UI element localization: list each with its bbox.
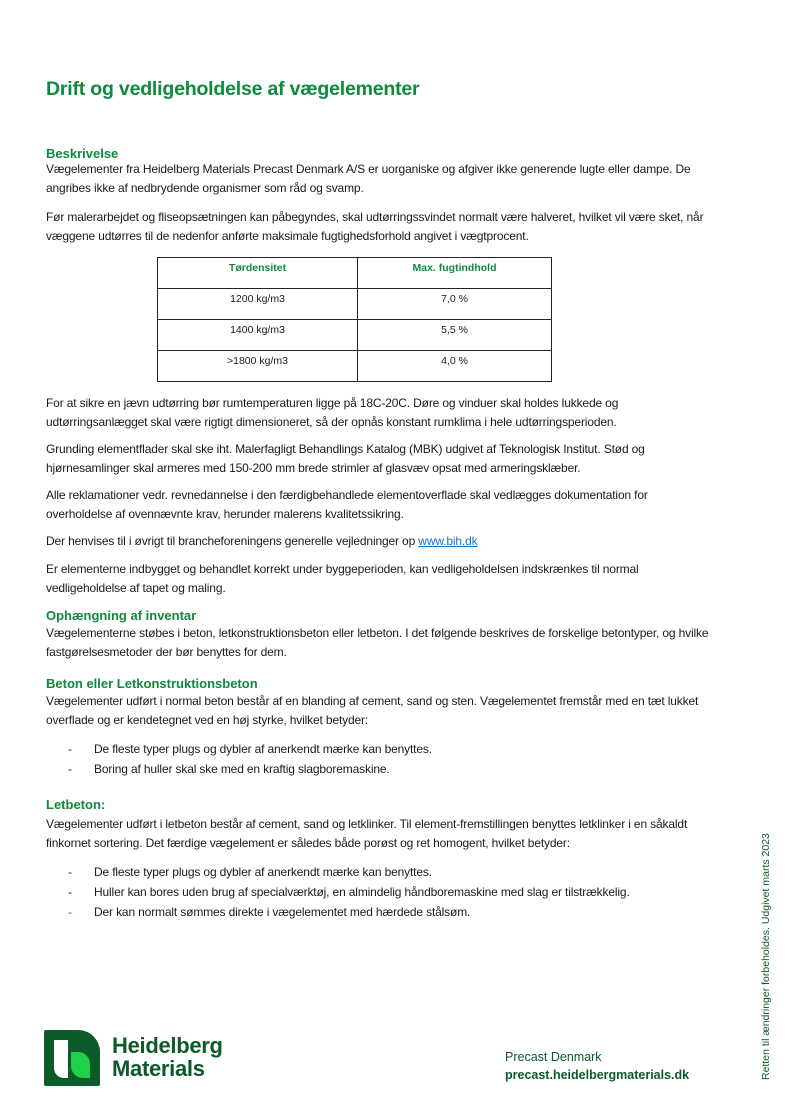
paragraph-reference	[46, 532, 716, 551]
paragraph-temperature: For at sikre en jævn udtørring bør rumtemperaturen ligge på 18C-20C. Døre og vinduer skal holdes lukkede og udtørringsanlægget skal være rigtigt dimensioneret, så der opnås konstant rumklima i hele udtørringsperioden.	[46, 396, 619, 429]
paragraph-ophaengning: Vægelementerne støbes i beton, letkonstruktionsbeton eller letbeton. I det følgende beskrives de forskelige betontyper, og hvilke fastgørelsesmetoder der bør benyttes for dem.	[46, 626, 709, 659]
section-heading-letbeton: Letbeton:	[46, 797, 106, 812]
table-cell: >1800 kg/m3	[158, 351, 358, 382]
logo-mark-icon	[44, 1030, 100, 1086]
page-title: Drift og vedligeholdelse af vægelementer	[46, 78, 420, 100]
dash-bullet-icon: -	[68, 905, 72, 919]
logo-leaf-shape	[71, 1052, 90, 1078]
list-item: - De fleste typer plugs og dybler af anerkendt mærke kan benyttes.	[46, 739, 432, 759]
table-header-row	[158, 258, 552, 289]
paragraph-priming: Grunding elementflader skal ske iht. Malerfagligt Behandlings Katalog (MBK) udgivet af Teknologisk Institut. Stød og hjørnesamlinger skal armeres med 150-200 mm brede strimler af glasvæv opsat med armeringsklæber.	[46, 442, 645, 475]
company-name: Precast Denmark	[505, 1050, 602, 1064]
list-item: - De fleste typer plugs og dybler af anerkendt mærke kan benyttes.	[46, 862, 630, 882]
company-url[interactable]: precast.heidelbergmaterials.dk	[505, 1068, 690, 1082]
paragraph-drying: Før malerarbejdet og fliseopsætningen kan påbegyndes, skal udtørringssvindet normalt være halveret, hvilket vil være sket, når væggene udtørres til de nedenfor anførte maksimale fugtighedsforhold angivet i vægtprocent.	[46, 210, 704, 243]
list-item: - Huller kan bores uden brug af specialværktøj, en almindelig håndboremaskine med slag er tilstrækkelig.	[46, 882, 630, 902]
logo-wordmark: Heidelberg Materials	[112, 1033, 223, 1081]
list-item: - Boring af huller skal ske med en kraftig slagboremaskine.	[46, 759, 432, 779]
paragraph-letbeton: Vægelementer udført i letbeton består af cement, sand og letklinker. Til element-fremstillingen benyttes letklinker i en såkaldt finkornet sortering. Det færdige vægelement er således både porøst og ret homogent, hvilket betyder:	[46, 817, 688, 850]
paragraph-beton: Vægelementer udført i normal beton består af en blanding af cement, sand og sten. Vægelementet fremstår med en tæt lukket overflade og er kendetegnet ved en høj styrke, hvilket betyder:	[46, 694, 699, 727]
paragraph-claims: Alle reklamationer vedr. revnedannelse i den færdigbehandlede elementoverflade skal vedlægges dokumentation for overholdelse af ovennævnte krav, herunder malerens kvalitetssikring.	[46, 488, 648, 521]
table-row	[158, 289, 552, 320]
section-heading-beton: Beton eller Letkonstruktionsbeton	[46, 676, 258, 691]
moisture-table	[157, 257, 552, 382]
reference-text: Der henvises til i øvrigt til brancheforeningens generelle vejledninger op	[46, 534, 419, 548]
paragraph-maintenance: Er elementerne indbygget og behandlet korrekt under byggeperioden, kan vedligeholdelsen indskrænkes til normal vedligeholdelse af tapet og maling.	[46, 562, 639, 595]
logo-bar-shape	[54, 1040, 68, 1078]
beton-bullet-list	[46, 739, 432, 779]
table-header-density: Tørdensitet	[158, 258, 358, 289]
table-row	[158, 351, 552, 382]
table-cell: 1200 kg/m3	[158, 289, 358, 320]
dash-bullet-icon: -	[68, 885, 72, 899]
letbeton-bullet-list	[46, 862, 630, 922]
table-header-moisture: Max. fugtindhold	[358, 258, 552, 289]
table-cell: 1400 kg/m3	[158, 320, 358, 351]
heidelberg-materials-logo	[44, 1030, 244, 1088]
footer-contact	[505, 1048, 689, 1084]
table-row	[158, 320, 552, 351]
bih-link[interactable]: www.bih.dk	[418, 534, 478, 548]
section-heading-ophaengning: Ophængning af inventar	[46, 608, 197, 623]
dash-bullet-icon: -	[68, 762, 72, 776]
side-disclaimer: Retten til ændringer forbeholdes. Udgivet marts 2023	[760, 833, 772, 1080]
section-heading-beskrivelse: Beskrivelse	[46, 146, 119, 161]
dash-bullet-icon: -	[68, 742, 72, 756]
table-cell: 7,0 %	[358, 289, 552, 320]
table-cell: 4,0 %	[358, 351, 552, 382]
paragraph-description: Vægelementer fra Heidelberg Materials Precast Denmark A/S er uorganiske og afgiver ikke generende lugte eller dampe. De angribes ikke af nedbrydende organismer som råd og svamp.	[46, 162, 691, 195]
list-item: - Der kan normalt sømmes direkte i vægelementet med hærdede stålsøm.	[46, 902, 630, 922]
dash-bullet-icon: -	[68, 865, 72, 879]
table-cell: 5,5 %	[358, 320, 552, 351]
